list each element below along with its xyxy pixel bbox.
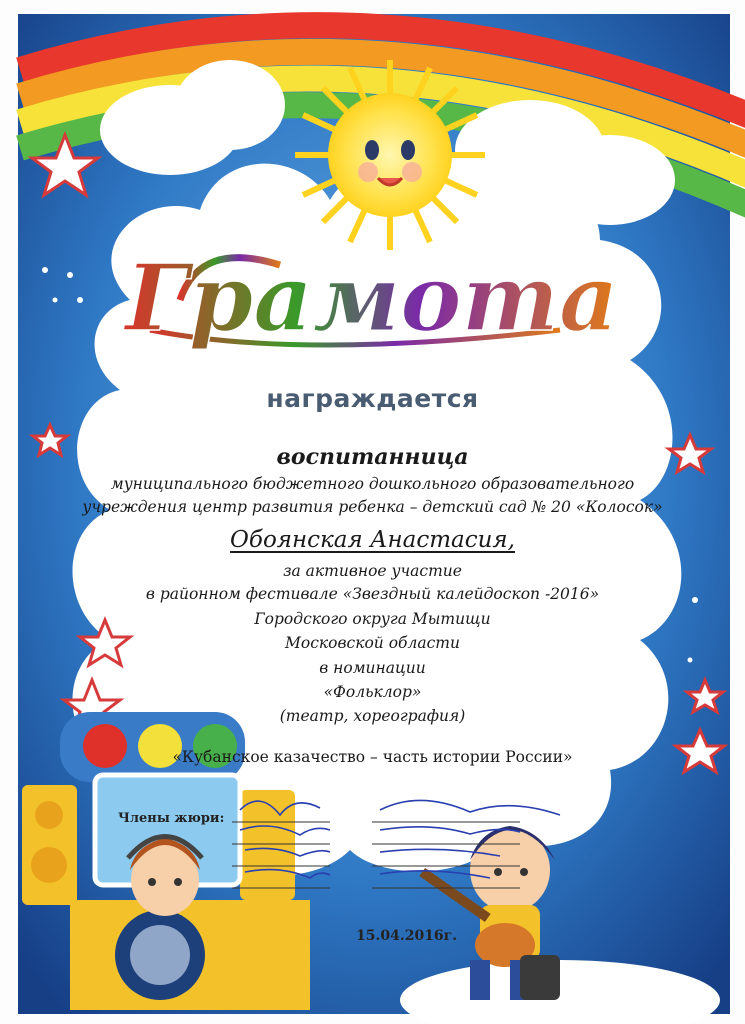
body-line: (театр, хореография) — [279, 707, 466, 725]
body-line: за активное участие — [283, 562, 462, 580]
issue-date: 15.04.2016г. — [356, 928, 458, 944]
body-line: в номинации — [319, 659, 426, 677]
jury-label: Члены жюри: — [118, 811, 225, 826]
title-lettering — [122, 244, 618, 352]
body-line: в районном фестивале «Звездный калейдоскоп -2016» — [145, 585, 600, 603]
recipient-role: воспитанница — [276, 444, 469, 470]
institution-line-1: муниципального бюджетного дошкольного образовательного — [110, 475, 635, 493]
body-line: Городского округа Мытищи — [254, 610, 491, 628]
awarded-label: награждается — [266, 384, 479, 413]
body-line: Московской области — [285, 634, 460, 652]
event-theme: «Кубанское казачество – часть истории России» — [172, 748, 573, 766]
recipient-name: Обоянская Анастасия, — [230, 527, 515, 553]
body-line: «Фольклор» — [323, 683, 422, 701]
certificate-title: Грамота — [125, 244, 619, 352]
institution-line-2: учреждения центр развития ребенка – детский сад № 20 «Колосок» — [82, 498, 663, 516]
sun-character — [295, 60, 485, 250]
